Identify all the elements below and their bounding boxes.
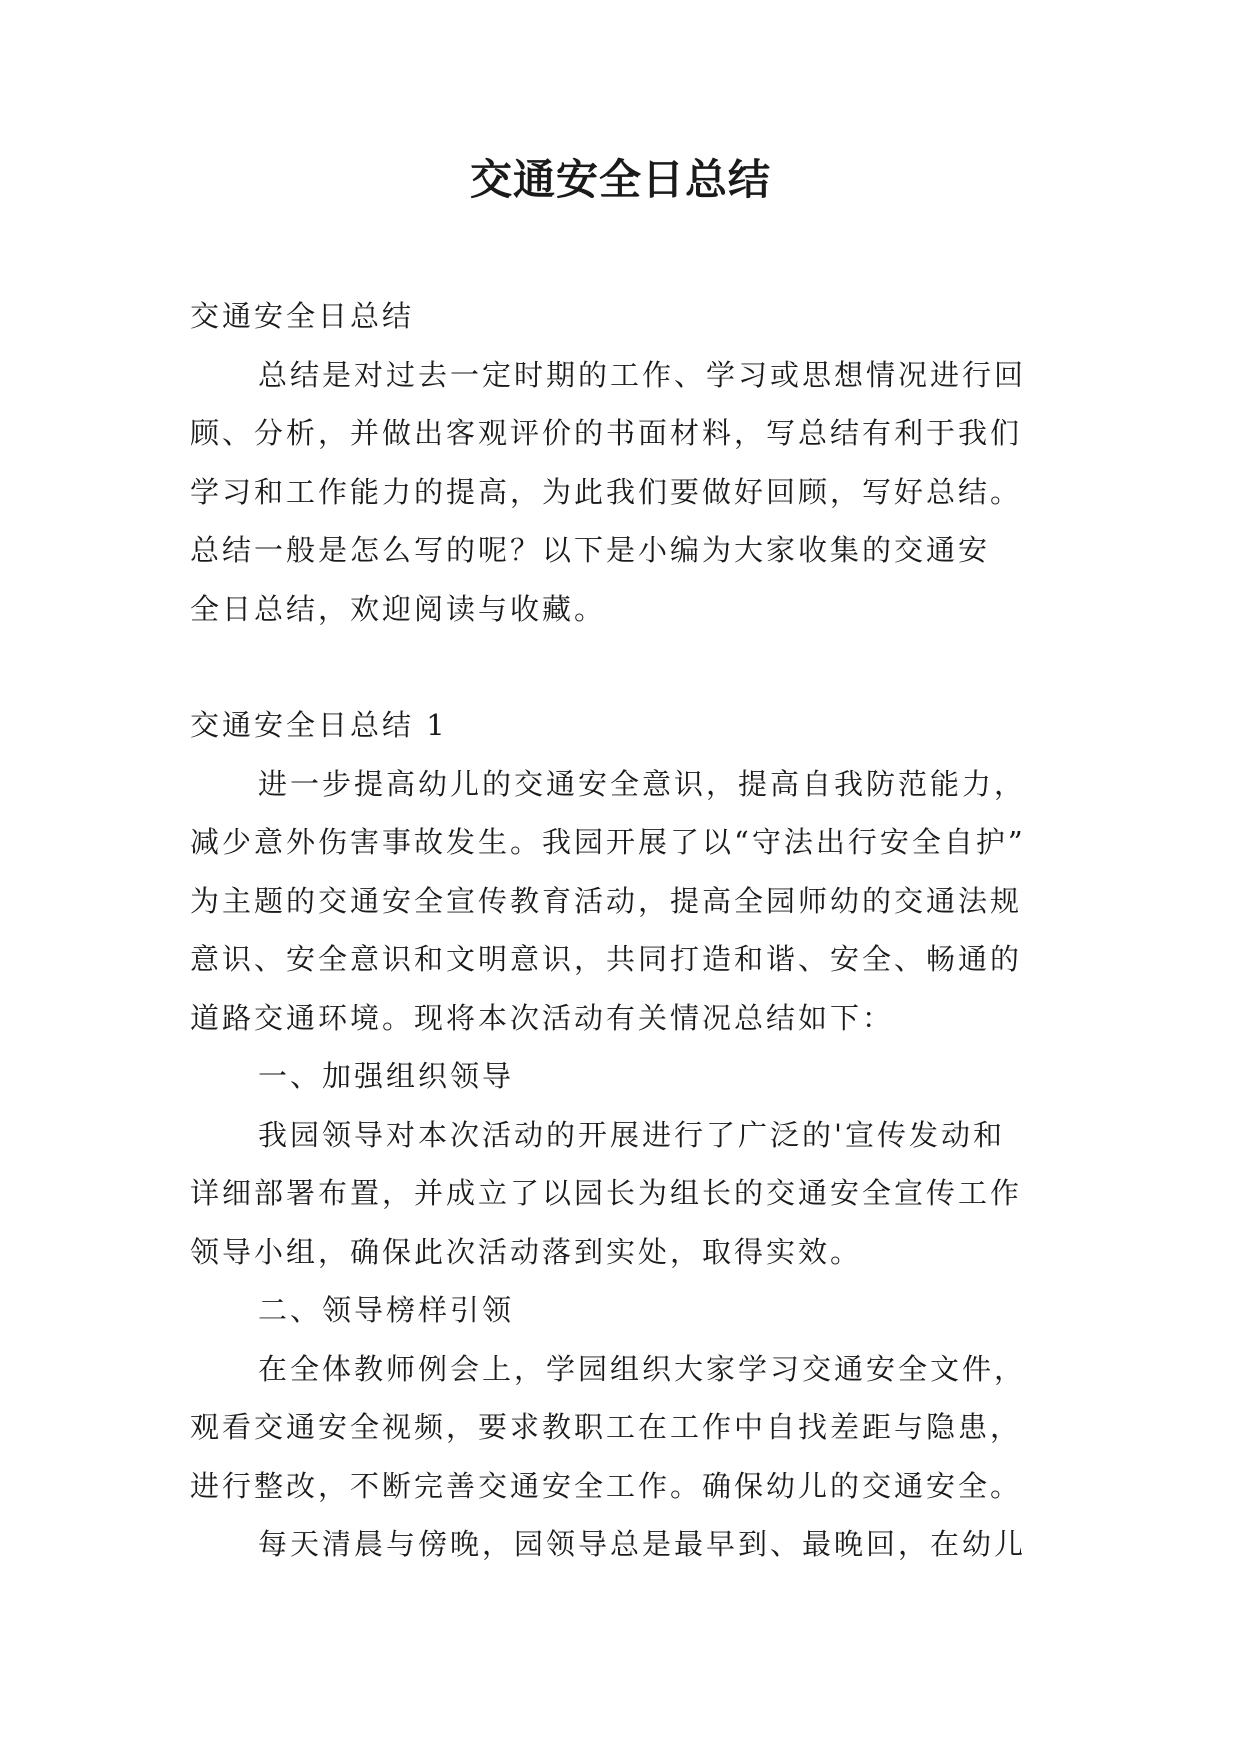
paragraph-line: 意识、安全意识和文明意识，共同打造和谐、安全、畅通的 bbox=[190, 942, 1023, 976]
document-title: 交通安全日总结 bbox=[469, 155, 771, 204]
paragraph-line: 为主题的交通安全宣传教育活动，提高全园师幼的交通法规 bbox=[190, 883, 1023, 918]
paragraph-gap bbox=[190, 638, 1070, 696]
subheading: 二、领导榜样引领 bbox=[258, 1293, 515, 1327]
paragraph-line: 进行整改，不断完善交通安全工作。确保幼儿的交通安全。 bbox=[190, 1468, 1023, 1503]
paragraph-line: 每天清晨与傍晚，园领导总是最早到、最晚回，在幼儿 bbox=[258, 1527, 1027, 1561]
paragraph-line: 进一步提高幼儿的交通安全意识，提高自我防范能力， bbox=[258, 766, 1027, 801]
paragraph-line: 减少意外伤害事故发生。我园开展了以“守法出行安全自护” bbox=[190, 825, 1026, 859]
paragraph-line: 详细部署布置，并成立了以园长为组长的交通安全宣传工作 bbox=[190, 1176, 1023, 1210]
subheading: 一、加强组织领导 bbox=[258, 1059, 515, 1093]
paragraph-line: 我园领导对本次活动的开展进行了广泛的'宣传发动和 bbox=[258, 1117, 1005, 1152]
intro-line: 顾、分析，并做出客观评价的书面材料，写总结有利于我们 bbox=[190, 416, 1023, 450]
paragraph-line: 领导小组，确保此次活动落到实处，取得实效。 bbox=[190, 1234, 863, 1269]
paragraph-line: 在全体教师例会上，学园组织大家学习交通安全文件， bbox=[258, 1351, 1027, 1386]
paragraph-line: 道路交通环境。现将本次活动有关情况总结如下： bbox=[190, 1000, 895, 1035]
intro-line: 学习和工作能力的提高，为此我们要做好回顾，写好总结。 bbox=[190, 474, 1023, 509]
section-heading: 交通安全日总结 1 bbox=[190, 708, 448, 742]
paragraph-line: 观看交通安全视频，要求教职工在工作中自找差距与隐患， bbox=[190, 1410, 1023, 1444]
intro-heading: 交通安全日总结 bbox=[190, 299, 415, 333]
intro-line: 全日总结，欢迎阅读与收藏。 bbox=[190, 591, 607, 626]
intro-line: 总结一般是怎么写的呢？以下是小编为大家收集的交通安 bbox=[190, 533, 991, 567]
intro-line: 总结是对过去一定时期的工作、学习或思想情况进行回 bbox=[258, 357, 1027, 392]
document-body bbox=[190, 287, 1070, 1574]
